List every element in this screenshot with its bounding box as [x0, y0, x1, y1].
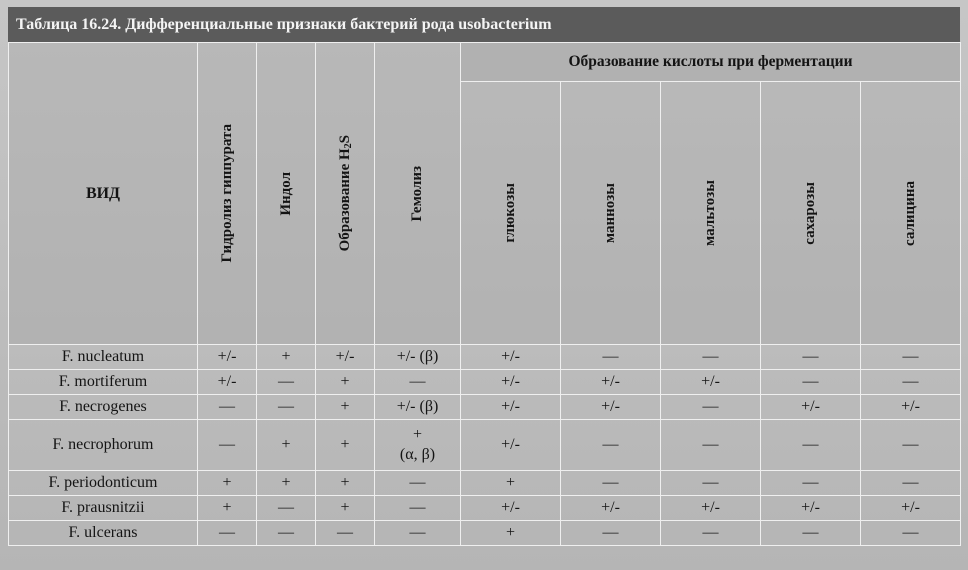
table-cell: — — [375, 496, 461, 521]
table-cell: + — [316, 370, 375, 395]
table-cell: — — [761, 420, 861, 471]
table-cell: +/- — [561, 370, 661, 395]
table-cell: — — [316, 521, 375, 546]
table-cell: — — [561, 420, 661, 471]
table-row — [9, 395, 961, 420]
hemolysis-header: Гемолиз — [375, 43, 461, 345]
table-cell: — — [257, 370, 316, 395]
hemolysis-value: + — [412, 426, 423, 443]
table-cell: — — [661, 521, 761, 546]
table-cell: + — [461, 521, 561, 546]
table-row — [9, 345, 961, 370]
table-cell: + — [198, 496, 257, 521]
maltose-header: мальтозы — [661, 82, 761, 345]
table-row — [9, 370, 961, 395]
hippurate-hydrolysis-header: Гидролиз гиппурата — [198, 43, 257, 345]
table-cell: — — [257, 521, 316, 546]
species-name: F. nucleatum — [9, 345, 198, 370]
species-name: F. necrophorum — [9, 420, 198, 471]
table-row — [9, 471, 961, 496]
table-cell: + — [316, 471, 375, 496]
table-row — [9, 420, 961, 471]
table-cell: — — [257, 395, 316, 420]
acid-fermentation-group-header: Образование кислоты при ферментации — [461, 43, 961, 82]
table-cell: +/- — [561, 496, 661, 521]
species-name: F. mortiferum — [9, 370, 198, 395]
table-cell: — — [661, 345, 761, 370]
table-cell: +/- — [461, 395, 561, 420]
table-cell: +/- (β) — [375, 345, 461, 370]
table-cell: +/- — [861, 395, 961, 420]
table-cell: +/- — [461, 345, 561, 370]
species-name: F. necrogenes — [9, 395, 198, 420]
table-cell: +/- — [661, 496, 761, 521]
table-cell: + — [257, 471, 316, 496]
indole-header: Индол — [257, 43, 316, 345]
table-cell: +/- — [761, 395, 861, 420]
table-cell: — — [561, 521, 661, 546]
table-cell: + — [198, 471, 257, 496]
table-row — [9, 521, 961, 546]
species-name: F. periodonticum — [9, 471, 198, 496]
table-cell: — — [861, 521, 961, 546]
table-cell: — — [661, 395, 761, 420]
table-cell: — — [561, 345, 661, 370]
sucrose-header: сахарозы — [761, 82, 861, 345]
table-cell — [375, 420, 461, 471]
table-cell: — — [661, 471, 761, 496]
table-cell: + — [461, 471, 561, 496]
table-title: Таблица 16.24. Дифференциальные признаки бактерий рода usobacterium — [8, 7, 960, 42]
table-cell: +/- — [461, 496, 561, 521]
species-column-header: ВИД — [9, 43, 198, 345]
table-cell: + — [257, 345, 316, 370]
table-cell: +/- — [316, 345, 375, 370]
table-cell: + — [316, 395, 375, 420]
table-cell: — — [375, 521, 461, 546]
table-cell: — — [861, 471, 961, 496]
differential-features-table — [8, 42, 961, 546]
species-name: F. prausnitzii — [9, 496, 198, 521]
table-cell: +/- — [761, 496, 861, 521]
table-cell: +/- — [861, 496, 961, 521]
table-cell: — — [198, 521, 257, 546]
table-cell: +/- — [461, 370, 561, 395]
hemolysis-type: (α, β) — [399, 446, 436, 463]
table-cell: + — [316, 420, 375, 471]
table-cell: +/- (β) — [375, 395, 461, 420]
table-cell: + — [316, 496, 375, 521]
table-cell: — — [198, 395, 257, 420]
salicin-header: салицина — [861, 82, 961, 345]
table-cell: + — [257, 420, 316, 471]
table-cell: +/- — [561, 395, 661, 420]
table-cell: +/- — [461, 420, 561, 471]
table-cell: — — [661, 420, 761, 471]
table-cell: — — [761, 471, 861, 496]
table-cell: — — [761, 521, 861, 546]
h2s-production-header: Образование $H_2S$ — [316, 43, 375, 345]
table-cell: +/- — [198, 345, 257, 370]
table-cell: — — [257, 496, 316, 521]
table-cell: +/- — [198, 370, 257, 395]
table-cell: +/- — [661, 370, 761, 395]
table-row — [9, 496, 961, 521]
table-cell: — — [761, 345, 861, 370]
mannose-header: маннозы — [561, 82, 661, 345]
table-cell: — — [861, 370, 961, 395]
table-cell: — — [561, 471, 661, 496]
table-cell: — — [375, 370, 461, 395]
table-cell: — — [861, 345, 961, 370]
table-cell: — — [375, 471, 461, 496]
glucose-header: глюкозы — [461, 82, 561, 345]
species-name: F. ulcerans — [9, 521, 198, 546]
table-cell: — — [198, 420, 257, 471]
table-cell: — — [861, 420, 961, 471]
table-cell: — — [761, 370, 861, 395]
